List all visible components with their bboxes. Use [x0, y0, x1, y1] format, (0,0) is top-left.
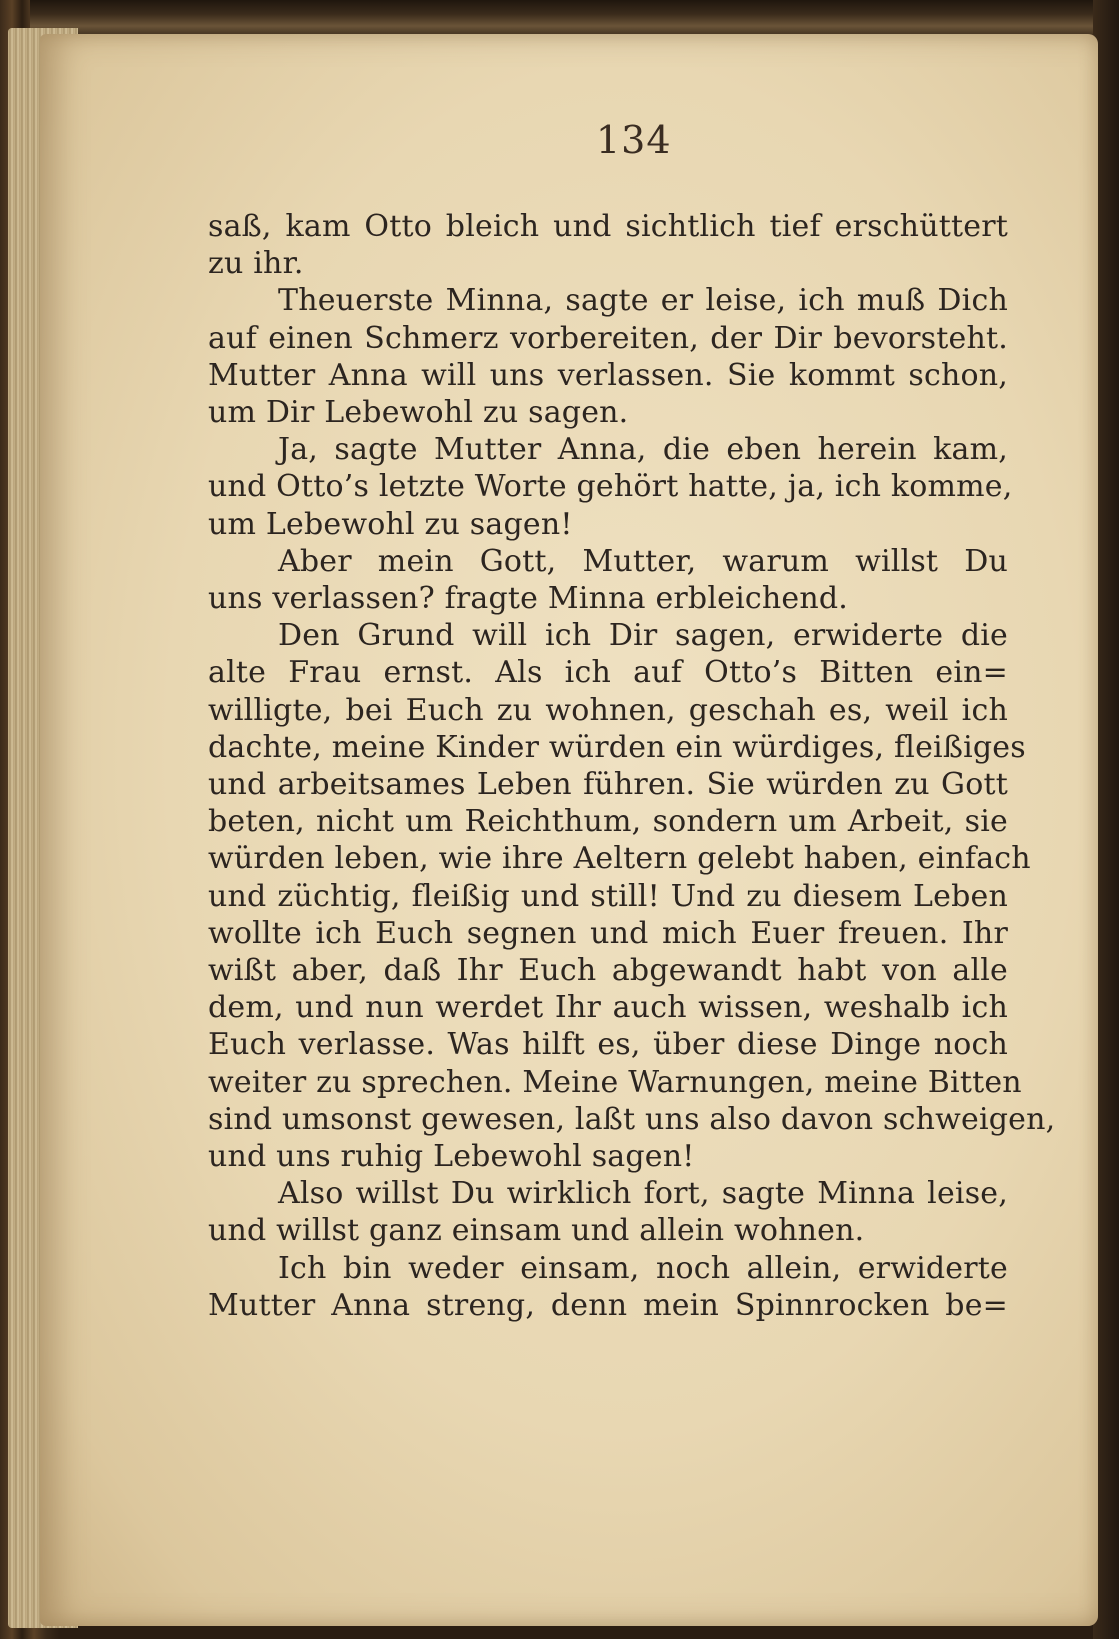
text-line: uns verlassen? fragte Minna erbleichend.	[208, 581, 849, 616]
text-line: Mutter Anna will uns verlassen. Sie kommt schon,	[208, 357, 1008, 393]
text-line: Den Grund will ich Dir sagen, erwiderte die	[278, 618, 1008, 654]
text-line: Ja, sagte Mutter Anna, die eben herein kam,	[278, 432, 1008, 468]
text-line: um Lebewohl zu sagen!	[208, 506, 573, 542]
text-line: Also willst Du wirklich fort, sagte Minna leise,	[278, 1176, 1008, 1212]
page-number: 134	[596, 118, 672, 162]
text-line: dachte, meine Kinder würden ein würdiges, fleißiges	[208, 729, 1026, 765]
text-line: alte Frau ernst. Als ich auf Otto’s Bitten ein=	[208, 655, 1008, 691]
text-line: und willst ganz einsam und allein wohnen.	[208, 1213, 865, 1249]
text-line: dem, und nun werdet Ihr auch wissen, weshalb ich	[208, 990, 1008, 1026]
text-line: wollte ich Euch segnen und mich Euer freuen. Ihr	[208, 915, 1008, 951]
text-line: auf einen Schmerz vorbereiten, der Dir bevorsteht.	[208, 320, 1008, 356]
text-line: saß, kam Otto bleich und sichtlich tief erschüttert	[208, 209, 1008, 244]
text-line: Theuerste Minna, sagte er leise, ich muß Dich	[278, 283, 1008, 319]
text-line: zu ihr.	[208, 246, 304, 282]
text-line: Mutter Anna streng, denn mein Spinnrocken be=	[208, 1287, 1008, 1323]
text-line: sind umsonst gewesen, laßt uns also davon schweigen,	[208, 1101, 1056, 1137]
text-line: und uns ruhig Lebewohl sagen!	[208, 1139, 695, 1174]
text-line: Ich bin weder einsam, noch allein, erwiderte	[278, 1250, 1008, 1286]
text-line: beten, nicht um Reichthum, sondern um Arbeit, sie	[208, 804, 1008, 840]
text-line: wißt aber, daß Ihr Euch abgewandt habt von alle	[208, 953, 1008, 988]
text-line: würden leben, wie ihre Aeltern gelebt haben, einfach	[208, 841, 1031, 877]
text-line: willigte, bei Euch zu wohnen, geschah es, weil ich	[208, 692, 1008, 728]
text-line: und arbeitsames Leben führen. Sie würden zu Gott	[208, 767, 1008, 802]
text-line: Aber mein Gott, Mutter, warum willst Du	[278, 543, 1008, 579]
text-line: um Dir Lebewohl zu sagen.	[208, 395, 629, 430]
text-line: und züchtig, fleißig und still! Und zu diesem Leben	[208, 878, 1008, 914]
text-line: und Otto’s letzte Worte gehört hatte, ja, ich komme,	[208, 469, 1013, 505]
text-line: Euch verlasse. Was hilft es, über diese Dinge noch	[208, 1027, 1008, 1063]
text-line: weiter zu sprechen. Meine Warnungen, meine Bitten	[208, 1064, 1022, 1100]
